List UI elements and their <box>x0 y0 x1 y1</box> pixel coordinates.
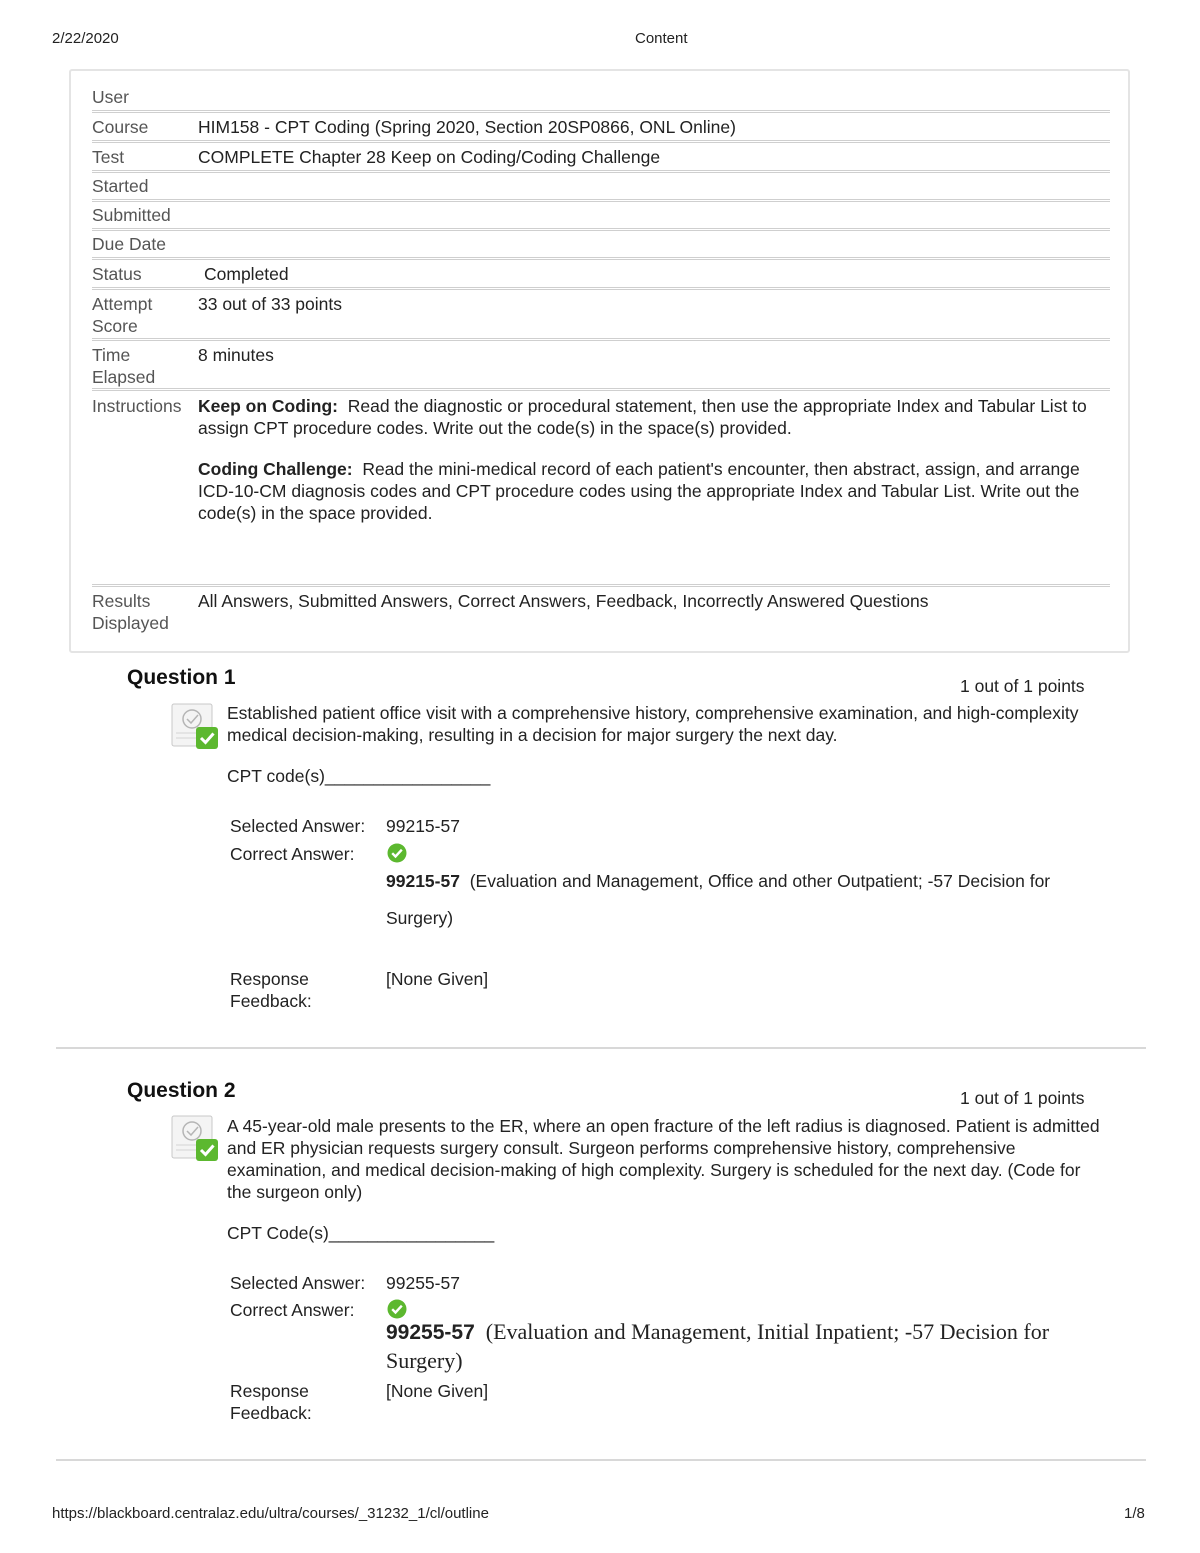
response-feedback-label <box>230 1380 312 1424</box>
results-displayed-value: All Answers, Submitted Answers, Correct Answers, Feedback, Incorrectly Answered Questions <box>198 591 929 611</box>
correct-answer-label: Correct Answer: <box>230 1300 355 1320</box>
keep-on-coding-title: Keep on Coding: <box>198 396 338 416</box>
print-title: Content <box>635 30 688 47</box>
question-1-prompt: CPT code(s)_________________ <box>227 766 491 786</box>
question-2-points: 1 out of 1 points <box>960 1088 1085 1108</box>
print-date: 2/22/2020 <box>52 30 119 47</box>
attempt-label-line-2: Score <box>92 316 138 336</box>
correct-answer-code: 99215-57 <box>386 871 460 891</box>
question-1-title: Question 1 <box>127 666 236 689</box>
divider <box>92 388 1110 391</box>
selected-answer-label: Selected Answer: <box>230 1273 366 1293</box>
correct-answer-description: (Evaluation and Management, Office and other Outpatient; -57 Decision for Surgery) <box>386 871 1051 928</box>
attempt-score-value: 33 out of 33 points <box>198 294 342 314</box>
divider <box>92 584 1110 587</box>
results-label-line-1: Results <box>92 591 151 611</box>
response-feedback-value: [None Given] <box>386 1381 489 1401</box>
correct-answer-icon <box>170 1113 220 1163</box>
test-label: Test <box>92 147 125 167</box>
check-circle-icon <box>387 843 407 863</box>
correct-answer-label: Correct Answer: <box>230 844 355 864</box>
divider <box>92 338 1110 341</box>
course-label: Course <box>92 117 149 137</box>
user-label: User <box>92 87 129 107</box>
print-url: https://blackboard.centralaz.edu/ultra/courses/_31232_1/cl/outline <box>52 1505 489 1522</box>
question-2-text: A 45-year-old male presents to the ER, where an open fracture of the left radius is diagnosed. Patient is admitted and ER physician requests surgery consult. Surgeon performs comprehensive history, comprehensive examination, and medical decision-making of high complexity. Surgery is scheduled for the next day. (Code for the surgeon only) <box>227 1116 1100 1202</box>
status-value: Completed <box>204 264 289 284</box>
question-1-points: 1 out of 1 points <box>960 676 1085 696</box>
correct-answer-description: (Evaluation and Management, Initial Inpatient; -57 Decision for Surgery) <box>386 1319 1050 1373</box>
divider <box>92 287 1110 290</box>
submitted-label: Submitted <box>92 205 171 225</box>
question-1-text: Established patient office visit with a comprehensive history, comprehensive examination, and high-complexity medical decision-making, resulting in a decision for major surgery the next day. <box>227 703 1079 745</box>
response-feedback-label <box>230 968 312 1012</box>
feedback-label-line-1: Response <box>230 1381 309 1401</box>
correct-answer-text <box>386 863 1091 937</box>
question-2-title: Question 2 <box>127 1079 236 1102</box>
divider <box>92 199 1110 202</box>
attempt-label-line-1: Attempt <box>92 294 153 314</box>
selected-answer-value: 99255-57 <box>386 1273 460 1293</box>
due-date-label: Due Date <box>92 234 166 254</box>
coding-challenge-text: Read the mini-medical record of each patient's encounter, then abstract, assign, and arrange ICD-10-CM diagnosis codes and CPT procedure codes using the appropriate Index and Tabular List. Write out the code(s) in the space provided. <box>198 459 1080 523</box>
time-label-line-1: Time <box>92 345 131 365</box>
time-elapsed-label <box>92 344 192 388</box>
status-label: Status <box>92 264 142 284</box>
feedback-label-line-2: Feedback: <box>230 1403 312 1423</box>
results-displayed-label <box>92 590 192 634</box>
response-feedback-value: [None Given] <box>386 969 489 989</box>
correct-answer-text <box>386 1318 1106 1375</box>
check-circle-icon <box>387 1299 407 1319</box>
results-label-line-2: Displayed <box>92 613 169 633</box>
keep-on-coding-text: Read the diagnostic or procedural statement, then use the appropriate Index and Tabular List to assign CPT procedure codes. Write out the code(s) in the space(s) provided. <box>198 396 1087 438</box>
divider <box>92 257 1110 260</box>
divider <box>92 110 1110 113</box>
correct-answer-icon <box>170 701 220 751</box>
question-divider <box>56 1047 1146 1049</box>
question-divider <box>56 1459 1146 1461</box>
time-label-line-2: Elapsed <box>92 367 156 387</box>
feedback-label-line-2: Feedback: <box>230 991 312 1011</box>
divider <box>92 228 1110 231</box>
instructions-text <box>198 395 1098 543</box>
question-2-prompt: CPT Code(s)_________________ <box>227 1223 495 1243</box>
page-number: 1/8 <box>1124 1505 1145 1522</box>
selected-answer-value: 99215-57 <box>386 816 460 836</box>
selected-answer-label: Selected Answer: <box>230 816 366 836</box>
coding-challenge-title: Coding Challenge: <box>198 459 353 479</box>
divider <box>92 170 1110 173</box>
feedback-label-line-1: Response <box>230 969 309 989</box>
course-value: HIM158 - CPT Coding (Spring 2020, Section 20SP0866, ONL Online) <box>198 117 736 137</box>
time-elapsed-value: 8 minutes <box>198 345 274 365</box>
test-value: COMPLETE Chapter 28 Keep on Coding/Coding Challenge <box>198 147 661 167</box>
divider <box>92 140 1110 143</box>
correct-answer-code: 99255-57 <box>386 1321 475 1344</box>
instructions-label: Instructions <box>92 396 182 416</box>
started-label: Started <box>92 176 149 196</box>
attempt-score-label <box>92 293 192 337</box>
